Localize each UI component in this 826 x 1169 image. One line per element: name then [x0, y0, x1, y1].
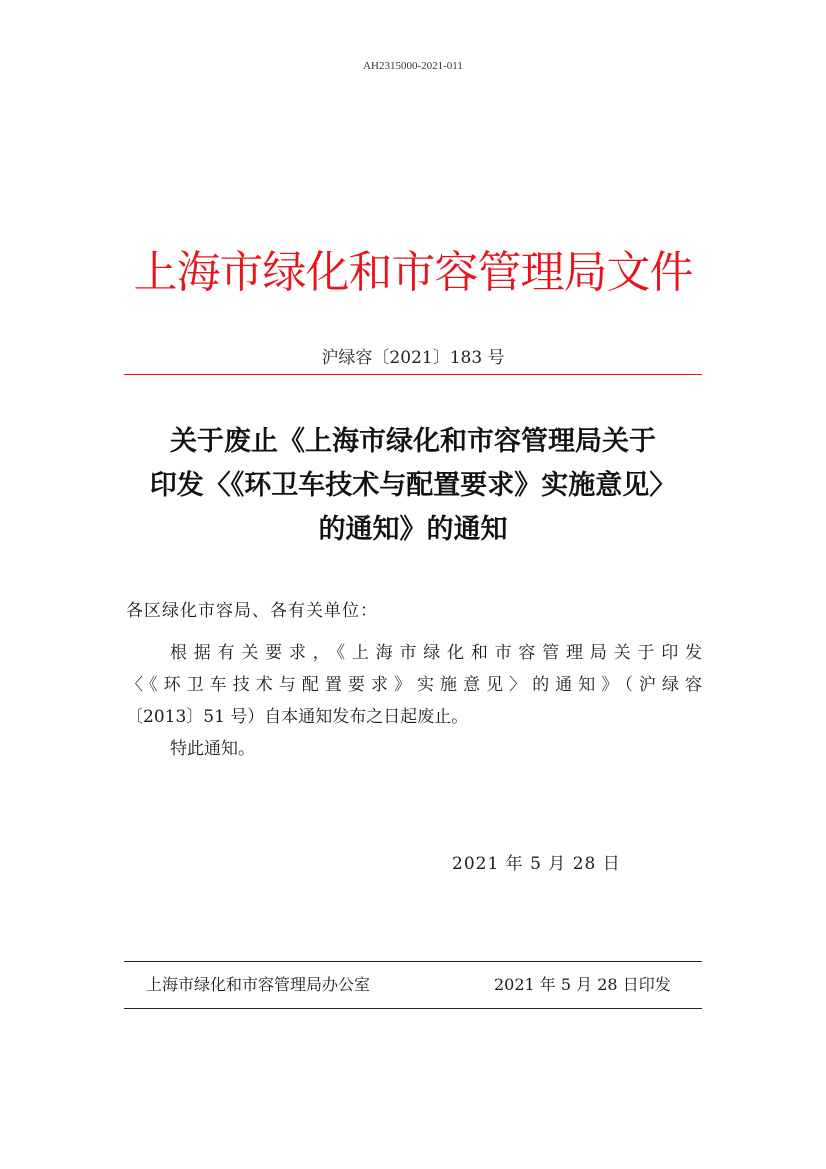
body-line: 〔2013〕51 号）自本通知发布之日起废止。: [126, 707, 469, 727]
document-id: AH2315000-2021-011: [363, 60, 463, 72]
issue-date: 2021 年 5 月 28 日: [452, 854, 621, 874]
title-line: 关于废止《上海市绿化和市容管理局关于: [170, 426, 656, 457]
footer-print-date: 2021 年 5 月 28 日印发: [494, 975, 671, 994]
body-text: [126, 637, 702, 765]
body-line: 特此通知。: [170, 739, 255, 759]
issuer-header: 上海市绿化和市容管理局文件: [133, 247, 693, 298]
red-divider: [124, 374, 702, 375]
title-line: 的通知》的通知: [318, 514, 508, 545]
salutation: 各区绿化市容局、各有关单位：: [126, 601, 378, 621]
body-line: 根据有关要求，《上海市绿化和市容管理局关于印发: [170, 643, 702, 663]
footer-issuing-office: 上海市绿化和市容管理局办公室: [146, 975, 371, 994]
footer-divider-bottom: [124, 1008, 702, 1009]
title-line: 印发〈《环卫车技术与配置要求》实施意见〉: [149, 470, 677, 501]
body-line: 〈《环卫车技术与配置要求》实施意见〉的通知》（沪绿容: [126, 675, 702, 695]
footer-divider-top: [124, 961, 702, 962]
document-title: [118, 420, 708, 552]
document-number: 沪绿容〔2021〕183 号: [321, 348, 505, 368]
